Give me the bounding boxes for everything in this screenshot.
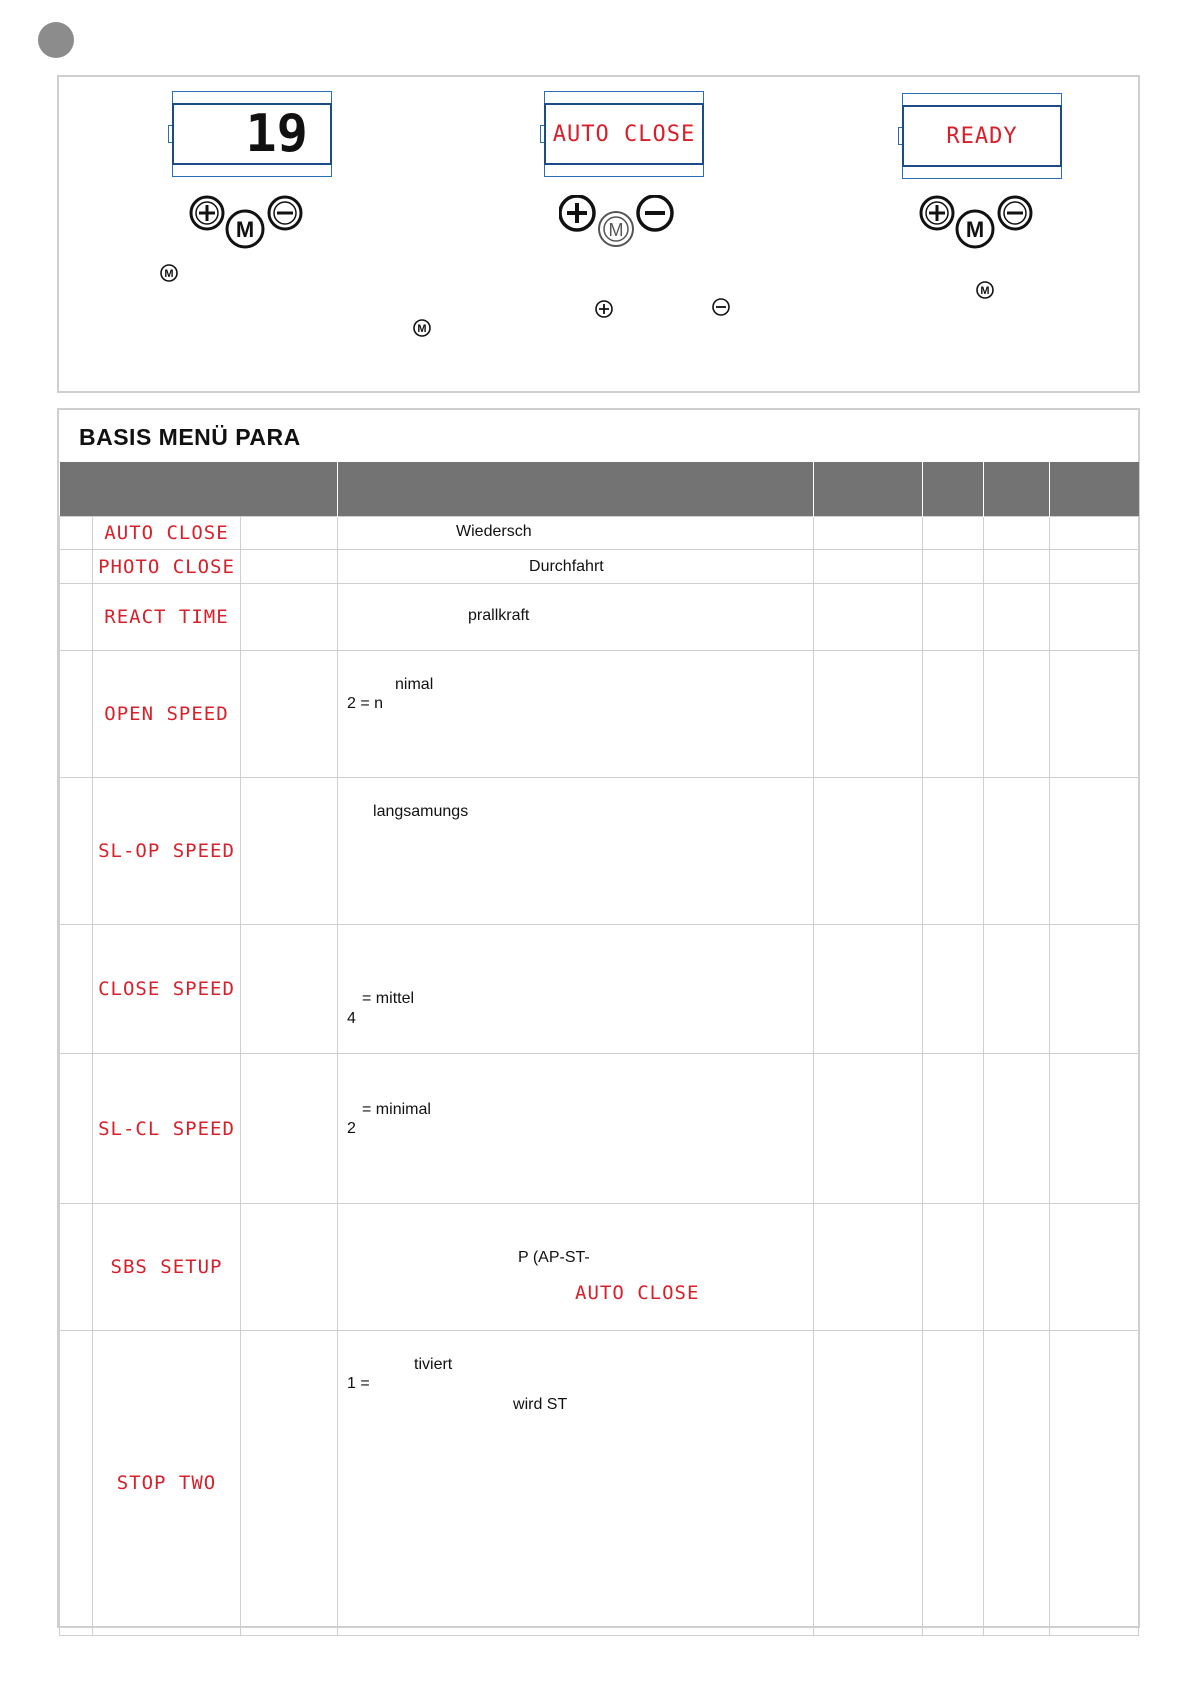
plus-icon	[191, 197, 223, 229]
svg-text:M: M	[417, 323, 427, 335]
parameter-code: SBS SETUP	[110, 1256, 223, 1278]
table-row	[60, 651, 1139, 778]
table-row	[60, 1054, 1139, 1204]
table-row	[60, 778, 1139, 925]
description-text: 2 = n	[347, 695, 384, 712]
description-code: AUTO CLOSE	[575, 1282, 700, 1304]
control-panel-illustration	[57, 75, 1140, 393]
table-header	[60, 462, 1139, 517]
page-marker-dot	[38, 22, 74, 58]
description-text: = mittel	[362, 990, 415, 1007]
table-row	[60, 1331, 1139, 1636]
description-text: Wiedersch	[456, 523, 532, 540]
description-text: wird ST	[513, 1396, 568, 1413]
description-text: Durchfahrt	[529, 558, 604, 575]
minus-icon	[269, 197, 301, 229]
m-icon	[159, 263, 179, 283]
m-icon	[975, 280, 995, 300]
lcd-display-2	[544, 91, 704, 177]
description-text: langsamungs	[373, 803, 469, 820]
lcd-display-3	[902, 93, 1062, 179]
plus-icon	[560, 196, 594, 230]
m-icon	[957, 211, 993, 247]
parameter-code: AUTO CLOSE	[104, 522, 229, 544]
table-row	[60, 517, 1139, 550]
button-group-2	[559, 195, 699, 255]
svg-text:M: M	[235, 217, 255, 242]
lcd-text: AUTO CLOSE	[552, 121, 696, 147]
svg-text:M: M	[608, 220, 624, 240]
lcd-display-1	[172, 91, 332, 177]
minus-icon	[638, 196, 672, 230]
table-row	[60, 584, 1139, 651]
plus-icon	[594, 299, 614, 319]
description-text: 1 =	[347, 1375, 370, 1392]
svg-text:M: M	[965, 217, 985, 242]
parameter-table	[59, 462, 1139, 1636]
description-text: P (AP-ST-	[518, 1249, 590, 1266]
button-group-1	[189, 195, 329, 255]
lcd-value: 19	[245, 104, 308, 164]
parameter-code: CLOSE SPEED	[98, 978, 235, 1000]
parameter-code: OPEN SPEED	[104, 703, 229, 725]
description-text: nimal	[395, 676, 434, 693]
description-text: tiviert	[414, 1356, 453, 1373]
m-icon	[599, 212, 633, 246]
parameter-table-section	[57, 408, 1140, 1628]
table-row	[60, 925, 1139, 1054]
svg-text:M: M	[980, 285, 990, 297]
minus-icon	[999, 197, 1031, 229]
description-text: = minimal	[362, 1101, 431, 1118]
section-title: BASIS MENÜ PARA	[79, 424, 301, 450]
table-row	[60, 1204, 1139, 1331]
lcd-text: READY	[946, 123, 1018, 149]
table-row	[60, 550, 1139, 584]
m-icon	[412, 318, 432, 338]
description-text: prallkraft	[468, 607, 530, 624]
description-text: 2	[347, 1120, 356, 1137]
parameter-code: SL-CL SPEED	[98, 1117, 235, 1140]
minus-icon	[711, 297, 731, 317]
plus-icon	[921, 197, 953, 229]
description-text: 4	[347, 1010, 356, 1027]
parameter-code: SL-OP SPEED	[98, 840, 235, 862]
m-icon	[227, 211, 263, 247]
parameter-code: PHOTO CLOSE	[98, 555, 235, 578]
button-group-3	[919, 195, 1059, 255]
svg-text:M: M	[164, 268, 174, 280]
parameter-code: STOP TWO	[116, 1472, 217, 1494]
parameter-code: REACT TIME	[104, 606, 229, 628]
